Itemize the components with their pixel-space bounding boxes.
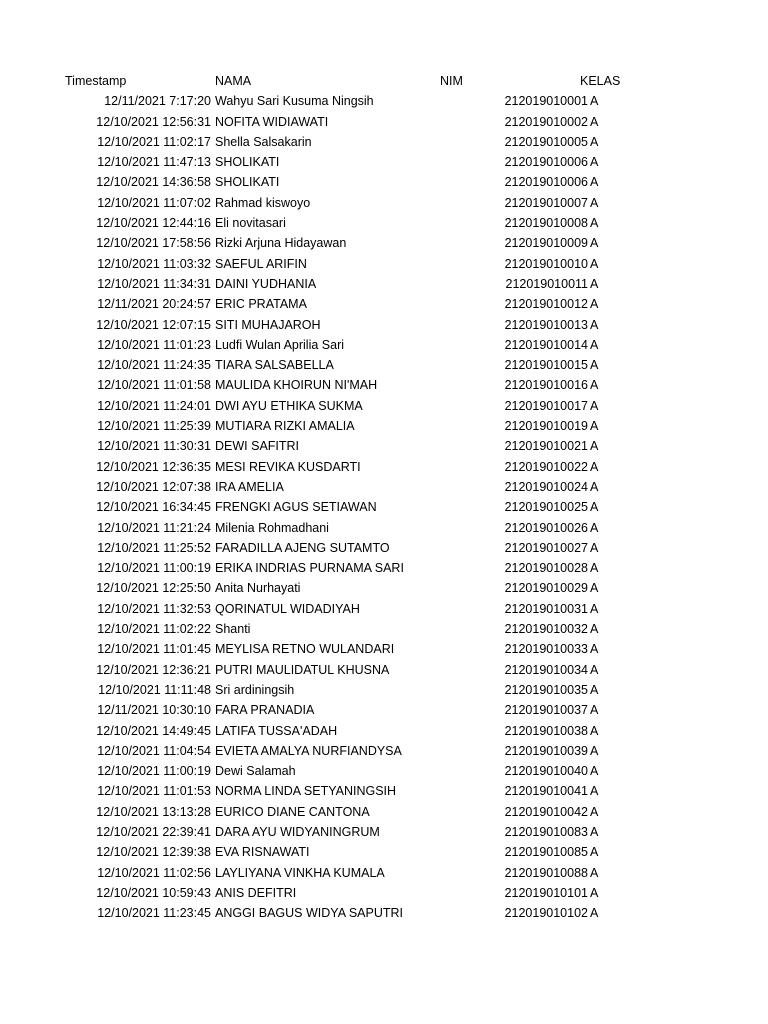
cell-timestamp: 12/10/2021 11:01:23: [97, 337, 211, 352]
cell-nama: DEWI SAFITRI: [215, 439, 300, 454]
cell-nim: 212019010027: [504, 540, 588, 555]
cell-kelas: A: [590, 824, 599, 839]
cell-kelas: A: [590, 906, 599, 921]
cell-nim: 212019010033: [504, 642, 588, 657]
cell-timestamp: 12/11/2021 10:30:10: [97, 703, 211, 718]
table-row: [0, 213, 768, 233]
table-row: [0, 538, 768, 558]
cell-nama: PUTRI MAULIDATUL KHUSNA: [215, 662, 390, 677]
cell-timestamp: 12/10/2021 11:01:58: [97, 378, 211, 393]
cell-nama: NOFITA WIDIAWATI: [215, 114, 329, 129]
cell-timestamp: 12/10/2021 14:49:45: [96, 723, 211, 738]
cell-timestamp: 12/10/2021 11:47:13: [97, 155, 211, 170]
table-row: [0, 335, 768, 355]
cell-timestamp: 12/10/2021 12:36:35: [96, 459, 211, 474]
cell-nim: 212019010019: [504, 419, 588, 434]
cell-timestamp: 12/10/2021 22:39:41: [96, 824, 211, 839]
cell-kelas: A: [590, 216, 599, 231]
cell-nim: 212019010009: [504, 236, 588, 251]
cell-timestamp: 12/10/2021 11:00:19: [97, 764, 211, 779]
table-row: [0, 680, 768, 700]
cell-kelas: A: [590, 236, 599, 251]
cell-nim: 212019010012: [504, 297, 588, 312]
cell-nim: 212019010017: [504, 398, 588, 413]
cell-nim: 212019010031: [504, 601, 588, 616]
cell-kelas: A: [590, 317, 599, 332]
cell-kelas: A: [590, 764, 599, 779]
cell-nim: 212019010040: [504, 764, 588, 779]
cell-timestamp: 12/10/2021 11:25:52: [97, 540, 211, 555]
cell-timestamp: 12/10/2021 12:36:21: [96, 662, 211, 677]
cell-nim: 212019010024: [504, 479, 588, 494]
table-row: [0, 294, 768, 314]
table-row: [0, 822, 768, 842]
cell-kelas: A: [590, 358, 599, 373]
cell-timestamp: 12/10/2021 11:24:01: [97, 398, 211, 413]
cell-nim: 212019010042: [504, 804, 588, 819]
cell-timestamp: 12/10/2021 14:36:58: [96, 175, 211, 190]
table-row: [0, 558, 768, 578]
cell-nama: Sri ardiningsih: [215, 682, 295, 697]
cell-timestamp: 12/10/2021 11:01:53: [97, 784, 211, 799]
cell-nim: 212019010102: [504, 906, 588, 921]
cell-nama: Wahyu Sari Kusuma Ningsih: [215, 94, 374, 109]
table-row: [0, 639, 768, 659]
cell-nim: 212019010010: [504, 256, 588, 271]
cell-nama: DARA AYU WIDYANINGRUM: [215, 824, 380, 839]
cell-kelas: A: [590, 561, 599, 576]
cell-nama: DWI AYU ETHIKA SUKMA: [215, 398, 363, 413]
cell-nama: TIARA SALSABELLA: [215, 358, 334, 373]
cell-kelas: A: [590, 703, 599, 718]
table-row: [0, 152, 768, 172]
cell-nama: Ludfi Wulan Aprilia Sari: [215, 337, 345, 352]
cell-nama: LAYLIYANA VINKHA KUMALA: [215, 865, 385, 880]
cell-nama: MUTIARA RIZKI AMALIA: [215, 419, 355, 434]
cell-nim: 212019010005: [504, 134, 588, 149]
cell-nama: SITI MUHAJAROH: [215, 317, 321, 332]
cell-nama: Anita Nurhayati: [215, 581, 301, 596]
cell-nama: Rahmad kiswoyo: [215, 195, 311, 210]
cell-kelas: A: [590, 723, 599, 738]
cell-nama: FRENGKI AGUS SETIAWAN: [215, 500, 377, 515]
cell-timestamp: 12/10/2021 12:56:31: [96, 114, 211, 129]
cell-nama: IRA AMELIA: [215, 479, 284, 494]
cell-kelas: A: [590, 845, 599, 860]
cell-timestamp: 12/10/2021 11:02:17: [97, 134, 211, 149]
table-row: [0, 619, 768, 639]
table-row: [0, 578, 768, 598]
table-row: [0, 599, 768, 619]
table-body: [0, 91, 768, 923]
cell-nim: 212019010021: [504, 439, 588, 454]
cell-nim: 212019010085: [504, 845, 588, 860]
table-row: [0, 660, 768, 680]
cell-nim: 212019010016: [504, 378, 588, 393]
cell-nama: QORINATUL WIDADIYAH: [215, 601, 360, 616]
cell-nama: FARADILLA AJENG SUTAMTO: [215, 540, 390, 555]
cell-kelas: A: [590, 540, 599, 555]
cell-timestamp: 12/10/2021 11:01:45: [97, 642, 211, 657]
cell-nama: EVIETA AMALYA NURFIANDYSA: [215, 743, 402, 758]
cell-nama: MAULIDA KHOIRUN NI'MAH: [215, 378, 378, 393]
cell-nama: Milenia Rohmadhani: [215, 520, 329, 535]
cell-timestamp: 12/10/2021 11:03:32: [97, 256, 211, 271]
table-row: [0, 518, 768, 538]
table-row: [0, 254, 768, 274]
table-row: [0, 172, 768, 192]
cell-kelas: A: [590, 642, 599, 657]
cell-nama: SHOLIKATI: [215, 155, 280, 170]
cell-nim: 212019010035: [504, 682, 588, 697]
table-row: [0, 903, 768, 923]
cell-timestamp: 12/10/2021 11:34:31: [97, 276, 211, 291]
cell-timestamp: 12/10/2021 11:24:35: [97, 358, 211, 373]
cell-timestamp: 12/10/2021 11:11:48: [98, 682, 211, 697]
cell-timestamp: 12/10/2021 11:02:56: [97, 865, 211, 880]
cell-kelas: A: [590, 419, 599, 434]
cell-timestamp: 12/10/2021 11:02:22: [97, 622, 211, 637]
header-nim: NIM: [440, 74, 463, 88]
table-row: [0, 193, 768, 213]
cell-nim: 212019010041: [504, 784, 588, 799]
cell-nim: 212019010038: [504, 723, 588, 738]
table-row: [0, 497, 768, 517]
table-row: [0, 274, 768, 294]
table-row: [0, 761, 768, 781]
cell-nim: 212019010022: [504, 459, 588, 474]
table-row: [0, 741, 768, 761]
cell-timestamp: 12/10/2021 11:07:02: [97, 195, 211, 210]
cell-nim: 212019010034: [504, 662, 588, 677]
cell-nim: 212019010015: [504, 358, 588, 373]
cell-nama: EURICO DIANE CANTONA: [215, 804, 370, 819]
table-row: [0, 375, 768, 395]
cell-nama: ANIS DEFITRI: [215, 885, 297, 900]
table-row: [0, 416, 768, 436]
cell-nim: 212019010088: [504, 865, 588, 880]
cell-kelas: A: [590, 520, 599, 535]
cell-timestamp: 12/11/2021 7:17:20: [104, 94, 211, 109]
cell-timestamp: 12/10/2021 11:25:39: [97, 419, 211, 434]
cell-nama: MESI REVIKA KUSDARTI: [215, 459, 361, 474]
cell-timestamp: 12/10/2021 16:34:45: [96, 500, 211, 515]
table-row: [0, 355, 768, 375]
cell-timestamp: 12/10/2021 11:21:24: [97, 520, 211, 535]
table-row: [0, 436, 768, 456]
cell-nama: ERIKA INDRIAS PURNAMA SARI: [215, 561, 404, 576]
cell-kelas: A: [590, 439, 599, 454]
cell-nama: Shella Salsakarin: [215, 134, 312, 149]
cell-nim: 212019010002: [504, 114, 588, 129]
cell-timestamp: 12/10/2021 12:25:50: [96, 581, 211, 596]
cell-nim: 212019010011: [505, 276, 588, 291]
table-row: [0, 233, 768, 253]
table-row: [0, 700, 768, 720]
table-row: [0, 112, 768, 132]
cell-kelas: A: [590, 459, 599, 474]
table-row: [0, 396, 768, 416]
cell-kelas: A: [590, 398, 599, 413]
cell-nim: 212019010006: [504, 155, 588, 170]
cell-nim: 212019010101: [504, 885, 588, 900]
cell-timestamp: 12/11/2021 20:24:57: [97, 297, 211, 312]
cell-nama: Dewi Salamah: [215, 764, 296, 779]
cell-nim: 212019010013: [504, 317, 588, 332]
header-nama: NAMA: [215, 74, 252, 88]
cell-kelas: A: [590, 337, 599, 352]
cell-timestamp: 12/10/2021 11:23:45: [97, 906, 211, 921]
cell-nim: 212019010039: [504, 743, 588, 758]
header-timestamp: Timestamp: [65, 74, 127, 88]
cell-kelas: A: [590, 581, 599, 596]
cell-kelas: A: [590, 155, 599, 170]
cell-kelas: A: [590, 134, 599, 149]
cell-nim: 212019010029: [504, 581, 588, 596]
cell-kelas: A: [590, 662, 599, 677]
cell-nama: Shanti: [215, 622, 251, 637]
attendance-sheet: [0, 71, 768, 923]
cell-nama: Rizki Arjuna Hidayawan: [215, 236, 347, 251]
cell-nama: FARA PRANADIA: [215, 703, 315, 718]
header-row: [0, 71, 768, 91]
cell-nama: SHOLIKATI: [215, 175, 280, 190]
cell-kelas: A: [590, 500, 599, 515]
cell-timestamp: 12/10/2021 11:32:53: [97, 601, 211, 616]
cell-timestamp: 12/10/2021 12:07:38: [96, 479, 211, 494]
table-row: [0, 863, 768, 883]
cell-nama: MEYLISA RETNO WULANDARI: [215, 642, 395, 657]
cell-nama: EVA RISNAWATI: [215, 845, 310, 860]
table-row: [0, 477, 768, 497]
cell-kelas: A: [590, 195, 599, 210]
cell-kelas: A: [590, 743, 599, 758]
cell-timestamp: 12/10/2021 12:44:16: [96, 216, 211, 231]
cell-nim: 212019010001: [504, 94, 588, 109]
cell-kelas: A: [590, 256, 599, 271]
table-row: [0, 457, 768, 477]
table-row: [0, 91, 768, 111]
cell-timestamp: 12/10/2021 12:07:15: [96, 317, 211, 332]
cell-nama: ERIC PRATAMA: [215, 297, 307, 312]
table-row: [0, 883, 768, 903]
cell-kelas: A: [590, 804, 599, 819]
cell-nim: 212019010008: [504, 216, 588, 231]
table-row: [0, 802, 768, 822]
header-kelas: KELAS: [580, 74, 621, 88]
cell-timestamp: 12/10/2021 11:00:19: [97, 561, 211, 576]
cell-nim: 212019010025: [504, 500, 588, 515]
cell-kelas: A: [590, 682, 599, 697]
cell-kelas: A: [590, 276, 599, 291]
cell-kelas: A: [590, 601, 599, 616]
table-row: [0, 842, 768, 862]
cell-nim: 212019010026: [504, 520, 588, 535]
cell-kelas: A: [590, 94, 599, 109]
cell-nim: 212019010083: [504, 824, 588, 839]
cell-kelas: A: [590, 885, 599, 900]
cell-nim: 212019010006: [504, 175, 588, 190]
cell-timestamp: 12/10/2021 11:30:31: [97, 439, 211, 454]
table-row: [0, 315, 768, 335]
cell-kelas: A: [590, 784, 599, 799]
cell-nim: 212019010037: [504, 703, 588, 718]
cell-timestamp: 12/10/2021 10:59:43: [96, 885, 211, 900]
table-row: [0, 781, 768, 801]
cell-timestamp: 12/10/2021 17:58:56: [96, 236, 211, 251]
cell-nama: SAEFUL ARIFIN: [215, 256, 307, 271]
cell-nim: 212019010007: [504, 195, 588, 210]
cell-kelas: A: [590, 622, 599, 637]
table-row: [0, 721, 768, 741]
cell-nama: NORMA LINDA SETYANINGSIH: [215, 784, 397, 799]
cell-kelas: A: [590, 114, 599, 129]
cell-nim: 212019010014: [504, 337, 588, 352]
cell-kelas: A: [590, 297, 599, 312]
cell-nama: Eli novitasari: [215, 216, 286, 231]
cell-kelas: A: [590, 378, 599, 393]
table-row: [0, 132, 768, 152]
cell-timestamp: 12/10/2021 11:04:54: [97, 743, 211, 758]
cell-kelas: A: [590, 175, 599, 190]
cell-nama: ANGGI BAGUS WIDYA SAPUTRI: [215, 906, 403, 921]
cell-timestamp: 12/10/2021 12:39:38: [96, 845, 211, 860]
cell-nim: 212019010032: [504, 622, 588, 637]
cell-kelas: A: [590, 865, 599, 880]
cell-nim: 212019010028: [504, 561, 588, 576]
cell-kelas: A: [590, 479, 599, 494]
cell-nama: LATIFA TUSSA'ADAH: [215, 723, 338, 738]
cell-nama: DAINI YUDHANIA: [215, 276, 317, 291]
cell-timestamp: 12/10/2021 13:13:28: [96, 804, 211, 819]
